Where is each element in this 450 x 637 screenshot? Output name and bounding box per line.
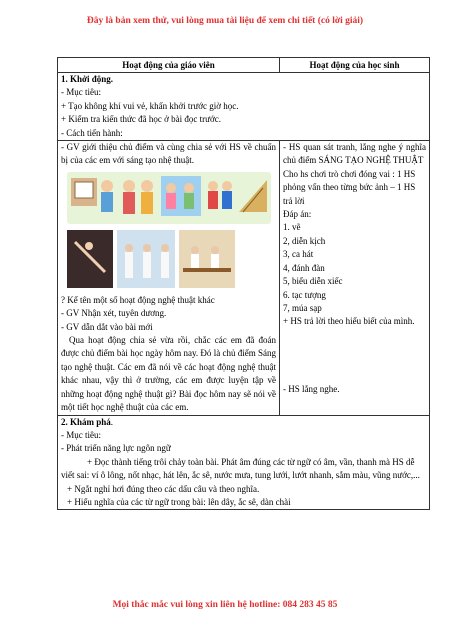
warmup-line: + Tạo không khí vui vẻ, khấn khởi trước giờ học. <box>61 100 239 111</box>
teacher-feedback: - GV Nhận xét, tuyên dương. <box>61 308 167 319</box>
explore-line: - Phát triển năng lực ngôn ngữ <box>61 443 171 454</box>
section-explore-title: 2. Khám phá <box>61 416 111 427</box>
teacher-paragraph: Qua hoạt động chia sẻ vừa rồi, chắc các em đã đoán được chủ điểm bài học ngày hôm nay. Đó là chủ điểm Sáng tạo nghệ thuật. Các em đã nói về các hoạt động nghệ thuật khác nhau, vậy thì ở trường, các em được luyện tập về những hoạt động nghệ thuật gì? Bài đọc hôm nay sẽ nói về một tiết học nghệ thuật của các em. <box>61 335 276 413</box>
section-warmup <box>58 73 430 141</box>
warmup-line: - Cách tiến hành: <box>61 127 123 138</box>
explore-line: - Mục tiêu: <box>61 429 101 440</box>
answer-item: 7, múa sạp <box>283 302 322 313</box>
explore-line-b: + Hiểu nghĩa của các từ ngữ trong bài: lên dây, ắc sê, dàn chài <box>67 496 291 507</box>
teacher-activity <box>58 141 280 415</box>
section-explore <box>58 415 430 510</box>
student-play: Cho hs chơi trò chơi đóng vai : 1 HS phỏng vấn theo từng bức ảnh – 1 HS trả lời <box>283 168 416 206</box>
activity-illustrations <box>67 172 276 290</box>
arts-illustration <box>67 172 271 290</box>
answer-item: 3, ca hát <box>283 249 314 260</box>
warmup-line: - Mục tiêu: <box>61 87 101 98</box>
explore-paragraph: + Đọc thành tiếng trôi chảy toàn bài. Phát âm đúng các từ ngữ có âm, vần, thanh mà HS dễ viết sai: ví ô lông, nốt nhạc, hát lên, ắc sê, nước mưa, tung lưới, lướt nhanh, sắm màu, vũng nước,... <box>61 456 420 481</box>
section-warmup-title: 1. Khởi động. <box>61 74 114 84</box>
answer-item: 6. tạc tượng <box>283 289 326 300</box>
lesson-table <box>57 57 430 510</box>
answer-item: 4, đánh đàn <box>283 262 325 273</box>
student-answer-note: + HS trả lời theo hiểu biết của mình. <box>283 316 415 327</box>
student-listen: - HS lắng nghe. <box>283 383 340 394</box>
answer-item: 2, diễn kịch <box>283 235 326 246</box>
hotline-banner: Mọi thắc mắc vui lòng xin liên hệ hotline: 084 283 45 85 <box>112 600 338 610</box>
header-student: Hoạt động của học sinh <box>280 58 430 73</box>
title-dot: . <box>110 416 114 427</box>
answer-item: 5, biểu diễn xiếc <box>283 276 343 287</box>
answer-label: Đáp án: <box>283 209 312 220</box>
teacher-lead-in: - GV dẫn dắt vào bài mới <box>61 321 153 332</box>
teacher-intro: - GV giới thiệu chủ điểm và cùng chia sẻ với HS về chuẩn bị của các em với sáng tạo nhệ thuật. <box>61 142 276 166</box>
answer-item: 1. vẽ <box>283 222 301 233</box>
preview-banner: Đây là bản xem thử, vui lòng mua tài liệu để xem chi tiết (có lời giải) <box>86 16 364 26</box>
explore-line-a: + Ngắt nghỉ hơi đúng theo các dấu câu và theo nghĩa. <box>67 483 260 494</box>
student-intro: - HS quan sát tranh, lắng nghe ý nghĩa chủ điểm SÁNG TẠO NGHỆ THUẬT <box>283 142 426 166</box>
student-activity <box>280 141 430 415</box>
header-teacher: Hoạt động của giáo viên <box>58 58 280 73</box>
warmup-line: + Kiểm tra kiến thức đã học ở bài đọc trước. <box>61 114 222 125</box>
teacher-question: ? Kể tên một số hoạt động nghệ thuật khác <box>61 294 215 305</box>
